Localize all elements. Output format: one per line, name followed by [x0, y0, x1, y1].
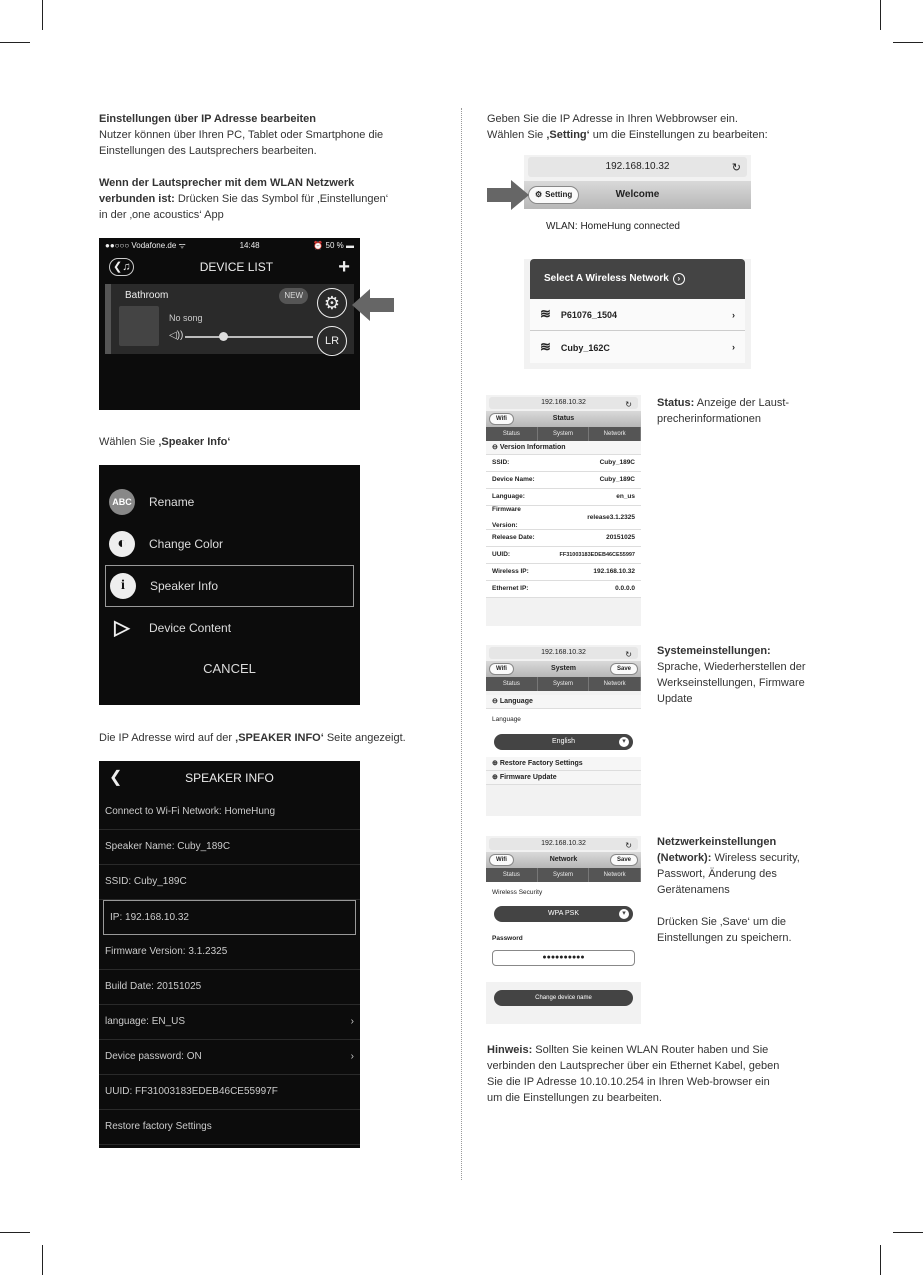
- status-row: UUID: FF31003183EDEB46CE55997: [486, 547, 641, 564]
- intro-line: Einstellungen des Lautsprechers bearbeiten.: [99, 145, 317, 157]
- status-row: Wireless IP: 192.168.10.32: [486, 564, 641, 581]
- info-row-firmware: Firmware Version: 3.1.2325: [99, 935, 360, 970]
- status-row: Firmware Version: release3.1.2325: [486, 506, 641, 530]
- chevron-right-icon: ›: [732, 342, 735, 352]
- abc-icon: ABC: [109, 489, 135, 515]
- volume-slider-knob[interactable]: [219, 332, 228, 341]
- section-firmware-update[interactable]: ⊕ Firmware Update: [486, 771, 641, 785]
- info-row-build-date: Build Date: 20151025: [99, 970, 360, 1005]
- save-button[interactable]: Save: [610, 854, 638, 866]
- info-row-language[interactable]: language: EN_US ›: [99, 1005, 360, 1040]
- add-icon[interactable]: +: [338, 256, 350, 278]
- wifi-icon: ≋: [540, 338, 551, 354]
- network-item[interactable]: ≋ Cuby_162C ›: [530, 331, 745, 363]
- section-language[interactable]: ⊖ Language: [486, 695, 641, 709]
- menu-item-label: Device Content: [149, 621, 232, 635]
- options-menu-screenshot: [99, 465, 360, 705]
- wlan-bold: verbunden ist:: [99, 193, 175, 205]
- section-restore-factory[interactable]: ⊕ Restore Factory Settings: [486, 757, 641, 771]
- wlan-status: WLAN: HomeHung connected: [524, 209, 751, 259]
- palette-icon: ◐: [109, 531, 135, 557]
- security-select[interactable]: WPA PSK ▾: [494, 906, 633, 922]
- intro-line: Nutzer können über Ihren PC, Tablet oder Smartphone die: [99, 129, 384, 141]
- password-label: Password: [492, 935, 523, 942]
- network-tabs: [486, 868, 641, 882]
- status-navbar: Wifi Status: [486, 411, 641, 427]
- info-row-wifi[interactable]: Connect to Wi-Fi Network: HomeHung: [99, 795, 360, 830]
- info-row-ip: IP: 192.168.10.32: [103, 900, 356, 935]
- column-divider: [461, 108, 462, 1180]
- network-item[interactable]: ≋ P61076_1504 ›: [530, 299, 745, 331]
- chevron-right-icon: ›: [350, 1051, 354, 1062]
- caption-ip: Die IP Adresse wird auf der ‚SPEAKER INFO‘ Seite angezeigt.: [99, 732, 406, 744]
- lr-button[interactable]: LR: [317, 326, 347, 356]
- change-device-name-button[interactable]: Change device name: [494, 990, 633, 1006]
- network-navbar: Wifi Network Save: [486, 852, 641, 868]
- url-bar[interactable]: 192.168.10.32 ↻: [489, 397, 638, 409]
- info-row-speaker-name[interactable]: Speaker Name: Cuby_189C: [99, 830, 360, 865]
- reload-icon: ↻: [625, 650, 632, 659]
- device-list-header: [99, 254, 360, 280]
- album-thumbnail: [119, 306, 159, 346]
- network-desc: Netzwerkeinstellungen (Network): Wireless security, Passwort, Änderung des Gerätenamens Drücken Sie ‚Save‘ um die Einstellungen zu speichern.: [657, 836, 800, 944]
- status-row: Release Date: 20151025: [486, 530, 641, 547]
- chevron-right-icon: ›: [350, 1016, 354, 1027]
- status-screenshot: [486, 395, 641, 626]
- wlan-text: [99, 175, 439, 223]
- crop-mark: [42, 0, 43, 30]
- status-row: Ethernet IP: 0.0.0.0: [486, 581, 641, 598]
- speaker-info-screenshot: [99, 761, 360, 1148]
- menu-item-label: Speaker Info: [150, 579, 219, 593]
- status-desc: Status: Anzeige der Laust- precherinformationen: [657, 397, 790, 425]
- status-tabs: [486, 427, 641, 441]
- caption-speaker-info: Wählen Sie ‚Speaker Info‘: [99, 436, 231, 448]
- system-tabs: [486, 677, 641, 691]
- play-icon: ▷: [114, 617, 130, 639]
- chevron-circle-icon: ›: [673, 273, 685, 285]
- pointer-arrow-icon: [352, 287, 394, 323]
- menu-item-label: Rename: [149, 495, 195, 509]
- tab-system[interactable]: System: [538, 868, 590, 882]
- hint-text: Hinweis: Sollten Sie keinen WLAN Router haben und Sie verbinden den Lautsprecher über ein Ethernet Kabel, geben Sie die IP Adresse 10.10.10.254 in Ihren Web-browser ein um die Einstellungen zu bearbeiten.: [487, 1044, 780, 1104]
- tab-status[interactable]: Status: [486, 868, 538, 882]
- wifi-button[interactable]: Wifi: [489, 663, 514, 675]
- setting-button[interactable]: ⚙ Setting: [528, 186, 579, 204]
- wlan-line: in der ‚one acoustics‘ App: [99, 209, 224, 221]
- crop-mark: [0, 42, 30, 43]
- pointer-arrow-icon: [487, 180, 529, 210]
- select-network-bar[interactable]: Select A Wireless Network ›: [530, 259, 745, 299]
- crop-mark: [893, 1232, 923, 1233]
- menu-item-rename[interactable]: [99, 481, 360, 523]
- menu-item-device-content[interactable]: [99, 607, 360, 649]
- tab-network[interactable]: Network: [589, 677, 641, 691]
- carrier-label: ●●○○○ Vodafone.de ᯤ: [105, 241, 186, 250]
- battery-label: ⏰ 50 % ▬: [313, 241, 354, 250]
- tab-system[interactable]: System: [538, 427, 590, 441]
- crop-mark: [42, 1245, 43, 1275]
- chevron-down-icon: ▾: [619, 909, 629, 919]
- reload-icon: ↻: [625, 400, 632, 409]
- device-list-screenshot: [99, 238, 360, 410]
- right-intro-text: Geben Sie die IP Adresse in Ihren Webbrowser ein. Wählen Sie ‚Setting‘ um die Einstellungen zu bearbeiten:: [487, 113, 768, 141]
- tab-system[interactable]: System: [538, 677, 590, 691]
- new-badge: NEW: [279, 288, 308, 304]
- language-select[interactable]: English ▾: [494, 734, 633, 750]
- info-row-ssid: SSID: Cuby_189C: [99, 865, 360, 900]
- status-row: SSID: Cuby_189C: [486, 455, 641, 472]
- crop-mark: [893, 42, 923, 43]
- song-label: No song: [169, 313, 203, 323]
- url-bar[interactable]: 192.168.10.32 ↻: [489, 838, 638, 850]
- reload-icon[interactable]: ↻: [731, 162, 741, 174]
- reload-icon: ↻: [625, 841, 632, 850]
- cancel-button[interactable]: CANCEL: [203, 661, 256, 676]
- crop-mark: [880, 0, 881, 30]
- system-screenshot: [486, 645, 641, 816]
- intro-text: [99, 111, 439, 159]
- back-music-icon[interactable]: ❮♫: [109, 258, 134, 276]
- volume-icon: ◁)): [169, 330, 184, 341]
- chevron-right-icon: ›: [732, 309, 735, 320]
- intro-heading: Einstellungen über IP Adresse bearbeiten: [99, 113, 317, 125]
- language-label: Language: [492, 716, 521, 723]
- info-icon: i: [110, 573, 136, 599]
- info-row-device-password[interactable]: Device password: ON ›: [99, 1040, 360, 1075]
- status-bar: [99, 238, 360, 254]
- network-screenshot: [486, 836, 641, 1024]
- tab-network[interactable]: Network: [589, 427, 641, 441]
- password-input[interactable]: ●●●●●●●●●●: [492, 950, 635, 966]
- info-row-uuid: UUID: FF31003183EDEB46CE55997F: [99, 1075, 360, 1110]
- save-button[interactable]: Save: [610, 663, 638, 675]
- tab-network[interactable]: Network: [589, 868, 641, 882]
- back-icon[interactable]: ❮: [109, 769, 123, 786]
- time-label: 14:48: [239, 241, 260, 250]
- status-row: Language: en_us: [486, 489, 641, 506]
- tab-status[interactable]: Status: [486, 427, 538, 441]
- security-label: Wireless Security: [492, 889, 543, 896]
- wifi-button[interactable]: Wifi: [489, 413, 514, 425]
- settings-gear-icon[interactable]: ⚙: [317, 288, 347, 318]
- crop-mark: [880, 1245, 881, 1275]
- wifi-icon: ≋: [540, 306, 551, 321]
- url-bar[interactable]: [528, 157, 747, 177]
- system-navbar: Wifi System Save: [486, 661, 641, 677]
- welcome-screenshot: [524, 155, 751, 369]
- speaker-info-title: SPEAKER INFO: [185, 771, 274, 785]
- welcome-title: Welcome: [615, 189, 660, 200]
- device-list-title: DEVICE LIST: [199, 260, 274, 274]
- menu-item-change-color[interactable]: [99, 523, 360, 565]
- welcome-navbar: [524, 181, 751, 209]
- device-name: Bathroom: [125, 290, 169, 301]
- wifi-button[interactable]: Wifi: [489, 854, 514, 866]
- wlan-text-rest: Drücken Sie das Symbol für ‚Einstellungen‘: [174, 193, 389, 205]
- gear-icon: ⚙: [535, 190, 543, 199]
- url-text: 192.168.10.32: [605, 161, 670, 172]
- url-bar[interactable]: 192.168.10.32 ↻: [489, 647, 638, 659]
- status-row: Device Name: Cuby_189C: [486, 472, 641, 489]
- section-version-info[interactable]: ⊖ Version Information: [486, 441, 641, 455]
- tab-status[interactable]: Status: [486, 677, 538, 691]
- wlan-bold: Wenn der Lautsprecher mit dem WLAN Netzwerk: [99, 177, 355, 189]
- crop-mark: [0, 1232, 30, 1233]
- menu-item-speaker-info[interactable]: [105, 565, 354, 607]
- system-desc: Systemeinstellungen: Sprache, Wiederherstellen der Werkseinstellungen, Firmware Update: [657, 645, 806, 705]
- info-row-restore[interactable]: Restore factory Settings: [99, 1110, 360, 1145]
- volume-slider[interactable]: [185, 336, 313, 338]
- chevron-down-icon: ▾: [619, 737, 629, 747]
- speaker-info-header: [99, 761, 360, 795]
- menu-item-label: Change Color: [149, 537, 224, 551]
